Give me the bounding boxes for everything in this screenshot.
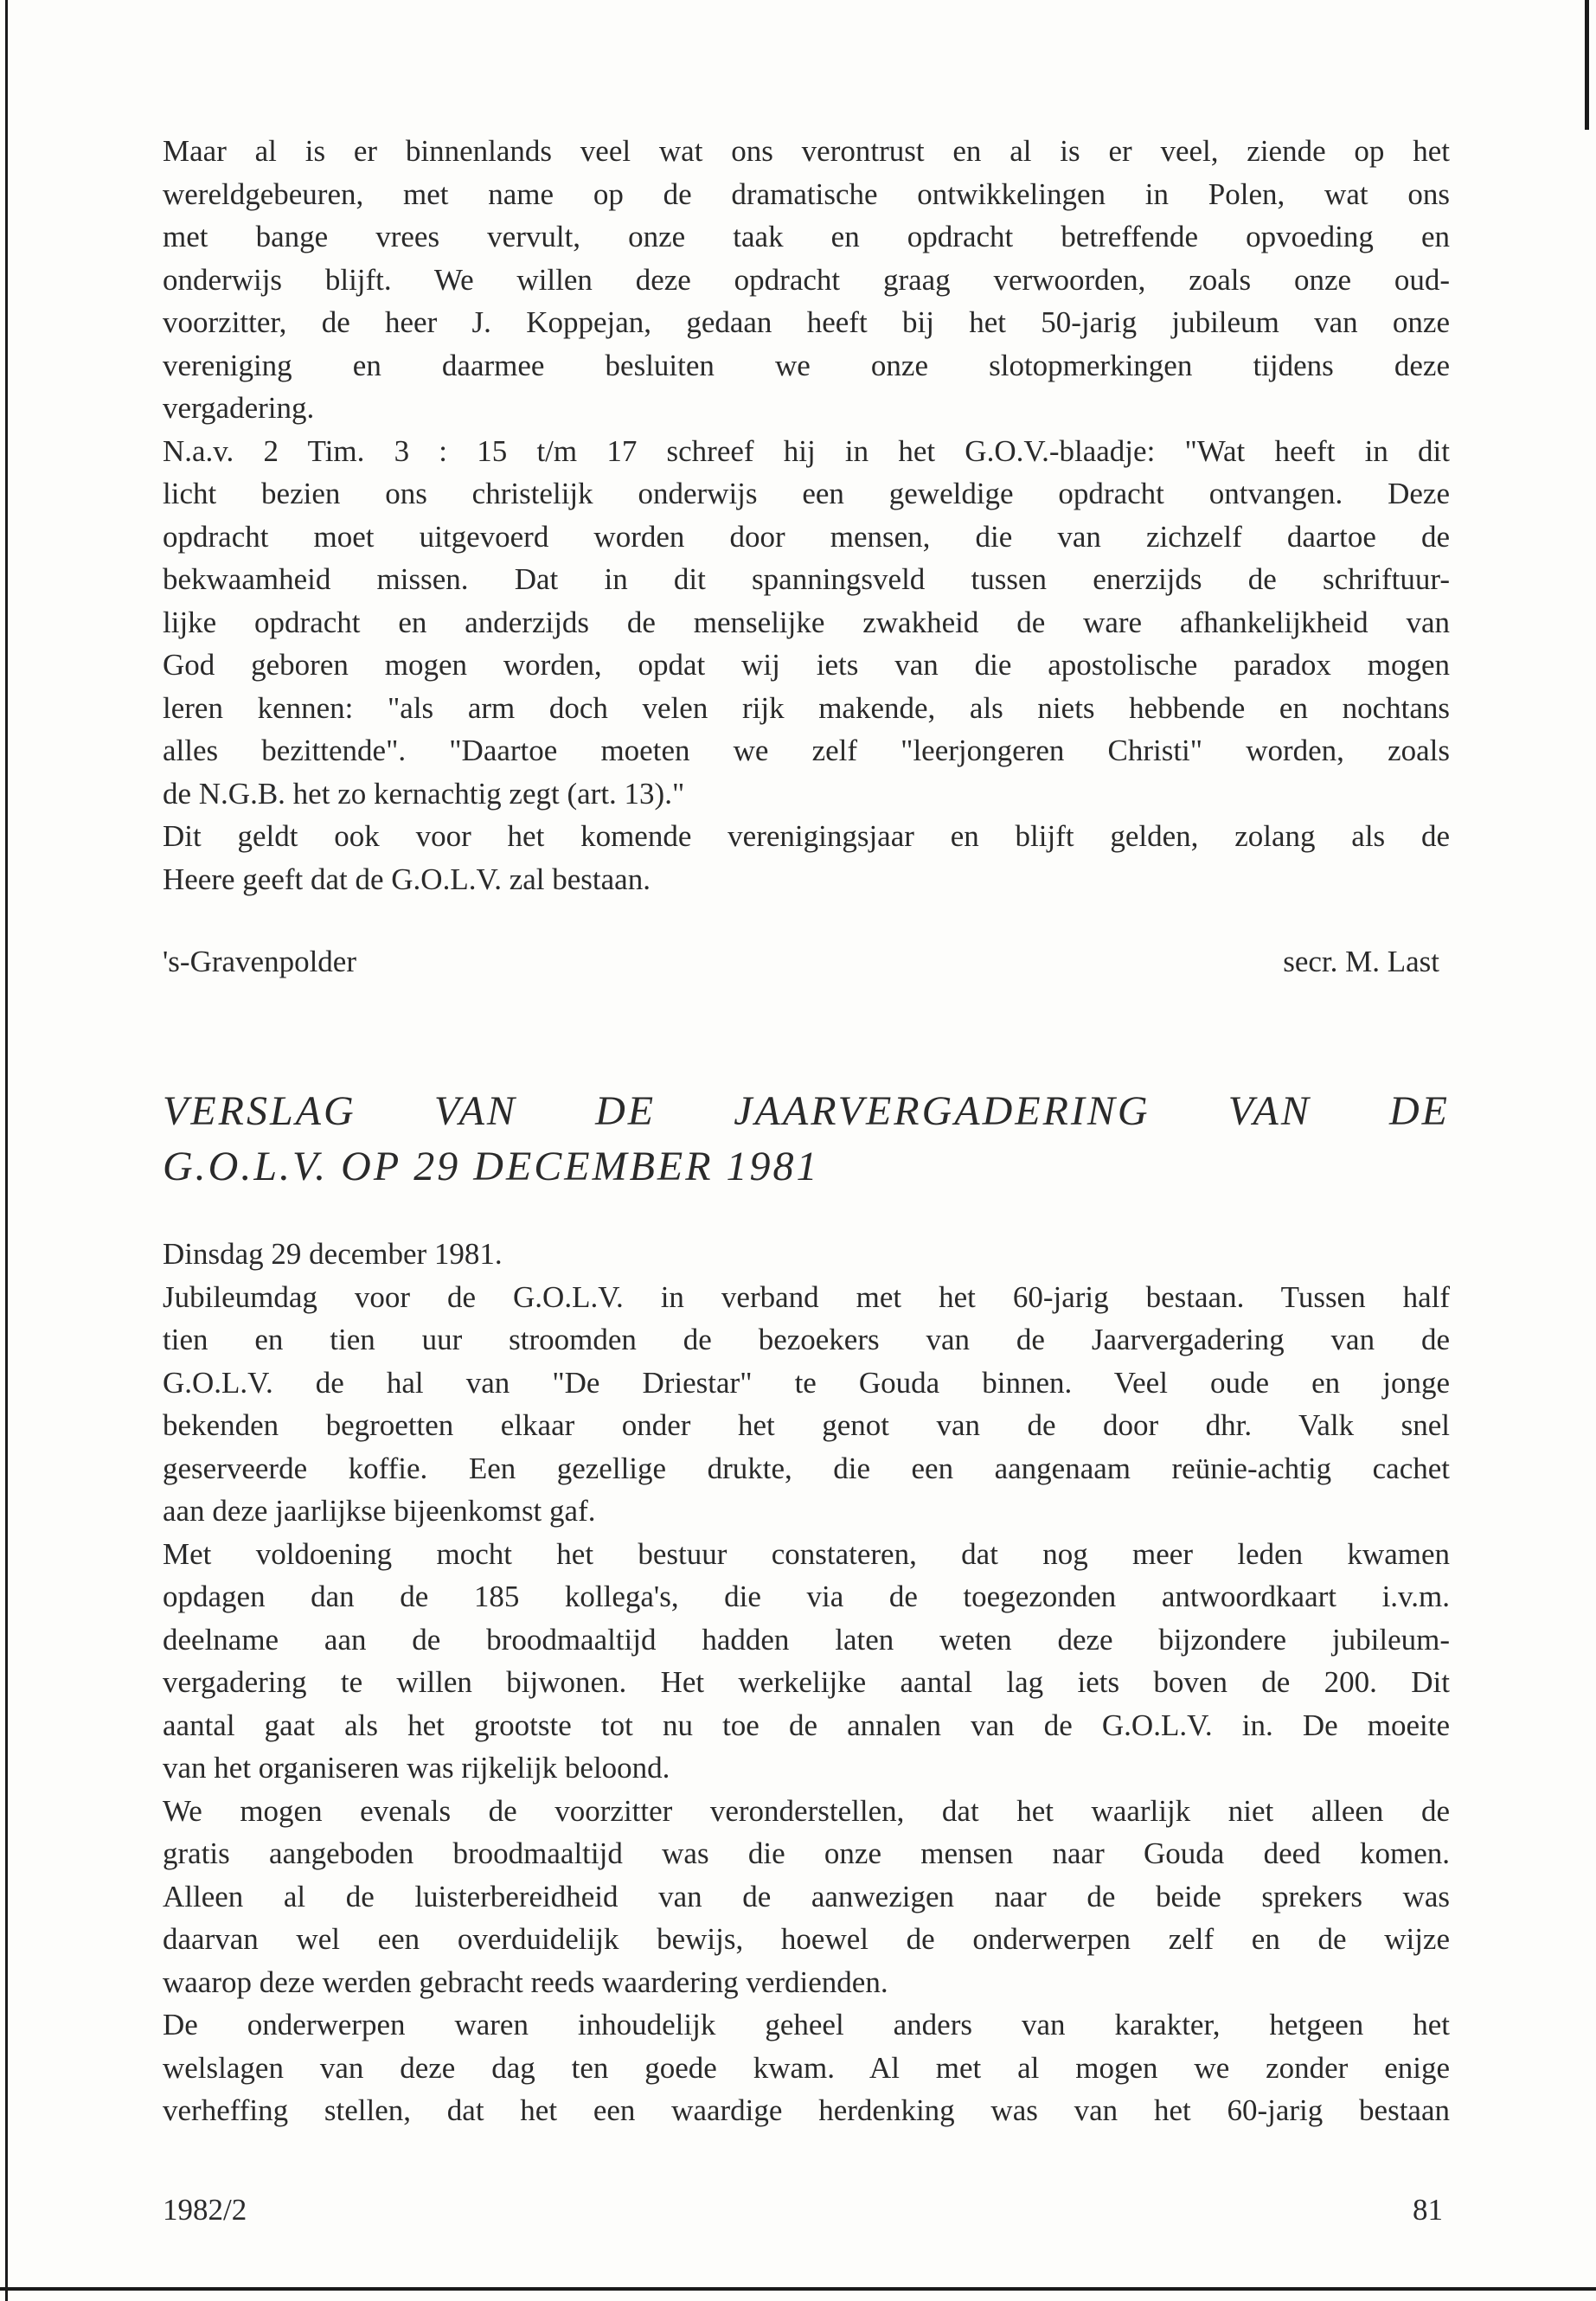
- report-heading: [163, 1084, 1450, 1195]
- scan-border-left: [5, 0, 8, 2301]
- text-line: van het organiseren was rijkelijk beloond.: [163, 1751, 670, 1785]
- text-line: licht bezien ons christelijk onderwijs een geweldige opdracht ontvangen. Deze: [163, 477, 1450, 510]
- body-text-part-one: [163, 130, 1450, 901]
- text-line: Met voldoening mocht het bestuur constateren, dat nog meer leden kwamen: [163, 1536, 1450, 1571]
- text-line: Jubileumdag voor de G.O.L.V. in verband met het 60-jarig bestaan. Tussen half: [163, 1279, 1450, 1314]
- text-line: We mogen evenals de voorzitter veronderstellen, dat het waarlijk niet alleen de: [163, 1793, 1450, 1828]
- text-line: voorzitter, de heer J. Koppejan, gedaan heeft bij het 50-jarig jubileum van onze: [163, 305, 1450, 339]
- text-line: opdagen dan de 185 kollega's, die via de toegezonden antwoordkaart i.v.m.: [163, 1580, 1450, 1613]
- issue-number: 1982/2: [163, 2193, 247, 2227]
- text-line: N.a.v. 2 Tim. 3 : 15 t/m 17 schreef hij in het G.O.V.-blaadje: "Wat heeft in dit: [163, 433, 1450, 468]
- text-line: gratis aangeboden broodmaaltijd was die onze mensen naar Gouda deed komen.: [163, 1836, 1450, 1870]
- heading-line-2: G.O.L.V. OP 29 DECEMBER 1981: [163, 1144, 820, 1189]
- scan-border-bottom: [0, 2287, 1596, 2291]
- text-line: bekenden begroetten elkaar onder het genot van de door dhr. Valk snel: [163, 1408, 1450, 1442]
- text-line: lijke opdracht en anderzijds de menselijke zwakheid de ware afhankelijkheid van: [163, 605, 1450, 639]
- text-line: leren kennen: "als arm doch velen rijk makende, als niets hebbende en nochtans: [163, 690, 1450, 725]
- text-line: vergadering.: [163, 391, 315, 425]
- text-line: met bange vrees vervult, onze taak en opdracht betreffende opvoeding en: [163, 220, 1450, 253]
- text-line: G.O.L.V. de hal van "De Driestar" te Gouda binnen. Veel oude en jonge: [163, 1365, 1450, 1400]
- signature-place: 's-Gravenpolder: [163, 945, 356, 978]
- page-footer: [163, 2189, 1450, 2232]
- text-line: onderwijs blijft. We willen deze opdracht graag verwoorden, zoals onze oud-: [163, 262, 1450, 297]
- signature-name: secr. M. Last: [1283, 945, 1439, 978]
- text-line: daarvan wel een overduidelijk bewijs, hoewel de onderwerpen zelf en de wijze: [163, 1922, 1450, 1956]
- page-number: 81: [1413, 2193, 1443, 2227]
- text-line: tien en tien uur stroomden de bezoekers van de Jaarvergadering van de: [163, 1323, 1450, 1356]
- signature-row: [163, 940, 1450, 984]
- text-line: welslagen van deze dag ten goede kwam. Al met al mogen we zonder enige: [163, 2050, 1450, 2085]
- text-line: deelname aan de broodmaaltijd hadden laten weten deze bijzondere jubileum-: [163, 1622, 1450, 1657]
- text-line: vereniging en daarmee besluiten we onze slotopmerkingen tijdens deze: [163, 348, 1450, 382]
- text-line: God geboren mogen worden, opdat wij iets van die apostolische paradox mogen: [163, 648, 1450, 682]
- text-line: Heere geeft dat de G.O.L.V. zal bestaan.: [163, 862, 651, 896]
- scan-border-right: [1585, 0, 1589, 130]
- page-content: [163, 130, 1450, 2132]
- text-line: Maar al is er binnenlands veel wat ons verontrust en al is er veel, ziende op het: [163, 134, 1450, 168]
- text-line: opdracht moet uitgevoerd worden door mensen, die van zichzelf daartoe de: [163, 519, 1450, 554]
- text-line: vergadering te willen bijwonen. Het werkelijke aantal lag iets boven de 200. Dit: [163, 1665, 1450, 1699]
- text-line: geserveerde koffie. Een gezellige drukte, die een aangenaam reünie-achtig cachet: [163, 1451, 1450, 1485]
- text-line: de N.G.B. het zo kernachtig zegt (art. 13).": [163, 776, 685, 811]
- text-line: De onderwerpen waren inhoudelijk geheel anders van karakter, hetgeen het: [163, 2008, 1450, 2041]
- text-line: Dit geldt ook voor het komende verenigingsjaar en blijft gelden, zolang als de: [163, 819, 1450, 853]
- text-line: alles bezittende". "Daartoe moeten we zelf "leerjongeren Christi" worden, zoals: [163, 734, 1450, 767]
- text-line: Dinsdag 29 december 1981.: [163, 1237, 503, 1271]
- text-line: Alleen al de luisterbereidheid van de aanwezigen naar de beide sprekers was: [163, 1879, 1450, 1913]
- body-text-part-two: [163, 1233, 1450, 2132]
- text-line: verheffing stellen, dat het een waardige herdenking was van het 60-jarig bestaan: [163, 2093, 1450, 2127]
- text-line: bekwaamheid missen. Dat in dit spanningsveld tussen enerzijds de schriftuur-: [163, 562, 1450, 596]
- text-line: aantal gaat als het grootste tot nu toe de annalen van de G.O.L.V. in. De moeite: [163, 1708, 1450, 1742]
- text-line: aan deze jaarlijkse bijeenkomst gaf.: [163, 1494, 596, 1528]
- text-line: waarop deze werden gebracht reeds waardering verdienden.: [163, 1965, 888, 1999]
- heading-line-1: VERSLAG VAN DE JAARVERGADERING VAN DE: [163, 1088, 1450, 1134]
- text-line: wereldgebeuren, met name op de dramatische ontwikkelingen in Polen, wat ons: [163, 176, 1450, 211]
